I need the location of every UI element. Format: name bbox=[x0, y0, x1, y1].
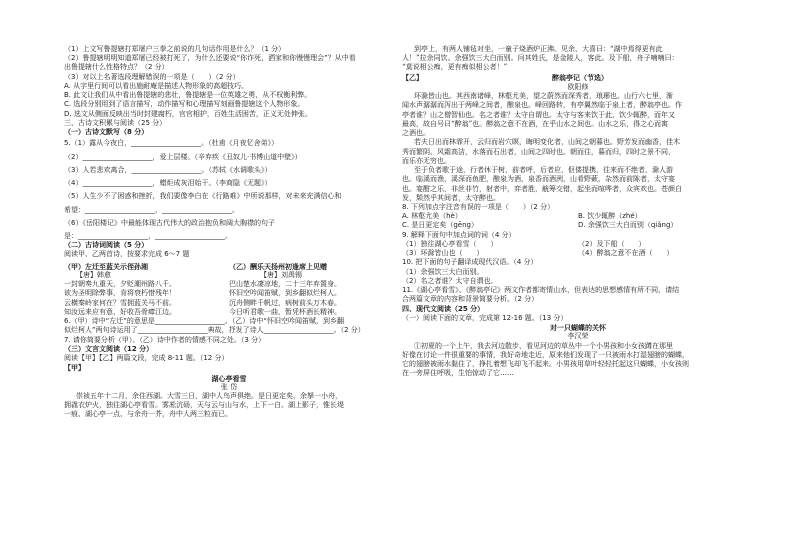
sub-question: （1）独往湖心亭看雪（ ） bbox=[402, 239, 498, 248]
passage-line: 而乐亦无穷也。 bbox=[402, 156, 451, 165]
passage-line: 闻水声潺潺而泻出于两峰之间者，酿泉也。峰回路转，有亭翼然临于泉上者，醉翁亭也。作 bbox=[402, 101, 682, 110]
option-d: D. 余强饮三大白而别（qiǎng） bbox=[578, 221, 678, 230]
sub-question: （1）余强饮三大白而别。 bbox=[402, 267, 484, 276]
essay-line: ①初夏的一个上午，我去河边散步，看见河边的草丛中一个小男孩和小女孩蹲在那里 bbox=[414, 341, 673, 350]
poem-a-title: （甲）左迁至蓝关示侄孙湘 bbox=[64, 261, 148, 271]
dictation-line: （3）人若悲欢离合，____________________。（苏轼《水调歌头》） bbox=[64, 165, 272, 174]
poem-b-line: 怀旧空吟闻笛赋，到乡翻似烂柯人。 bbox=[229, 289, 341, 298]
question-line: 6.（甲）诗中“左迁”的意思是____________________。（乙）诗中“怀旧空吟闻笛赋，到乡翻 bbox=[64, 317, 345, 326]
poem-b-line: 巴山楚水凄凉地，二十三年弃置身。 bbox=[229, 280, 341, 289]
subsection-heading: （一）古诗文默写（8 分） bbox=[64, 128, 149, 137]
subsection-heading: （二）古诗词阅读（5 分） bbox=[64, 241, 149, 250]
poem-b-line: 沉舟侧畔千帆过，病树前头万木春。 bbox=[229, 298, 341, 307]
poem-a-line: 一封朝奏九重天，夕贬潮州路八千。 bbox=[64, 280, 176, 289]
essay-line: 它的翅膀被雨水黏住了，挣扎着想飞却飞不起来。小男孩用草叶轻轻托起这只蝴蝶，小女孩则 bbox=[402, 359, 689, 368]
question-line: 9. 解释下面句中加点词的词（4 分） bbox=[402, 230, 516, 239]
question-line: 11.《湖心亭看雪》、《醉翁亭记》两文作者都寄情山水，但表达的思想感情有所不同，请结 bbox=[402, 286, 680, 295]
option-b: B. 此文让我们从中看出鲁提辖的悲壮，鲁提辖是一位英雄之勇，从不权衡利弊。 bbox=[64, 91, 312, 100]
sub-question: （2）及下船（ ） bbox=[578, 239, 646, 248]
section-intro: 阅读甲、乙两首诗，按要求完成 6～7 题 bbox=[64, 250, 190, 259]
passage-line: “莫说相公痴，更有痴似相公者！” bbox=[402, 63, 508, 72]
option-c: C. 选段分别用到了语言描写，动作描写和心理描写刻画鲁提辖这个人物形象。 bbox=[64, 100, 305, 109]
passage-line: 一痕、湖心亭一点、与余舟一芥，舟中人两三粒而已。 bbox=[64, 410, 232, 419]
subsection-heading: （三）文言文阅读（12 分） bbox=[64, 344, 154, 353]
question-line: （1）上文写鲁提辖打郑屠户三拳之前说的几句话作用是什么？（1 分） bbox=[64, 45, 286, 53]
question-line: 合两篇文章的内容和背景简要分析。（2 分） bbox=[402, 295, 539, 304]
passage-line: 也。临溪而渔，溪深而鱼肥，酿泉为酒，泉香而酒洌，山肴野蔌，杂然而前陈者，太守宴 bbox=[402, 175, 675, 184]
dictation-line: 5.（1）露从今夜白，____________________。（杜甫《月夜忆舍弟》） bbox=[64, 139, 279, 148]
question-line: 10. 把下面的句子翻译成现代汉语。（4 分） bbox=[402, 258, 538, 267]
sub-question: （3）环滁皆山也（ ） bbox=[402, 249, 484, 258]
passage-line: 最高，故自号曰“醉翁”也。醉翁之意不在酒，在乎山水之间也。山水之乐，得之心而寓 bbox=[402, 119, 669, 128]
essay-line: 好像在讨论一件很重要的事情，我好奇地走近，原来他们发现了一只被雨水打湿翅膀的蝴蝶， bbox=[402, 350, 689, 359]
passage-line: 也。宴酣之乐，非丝非竹，射者中，弈者胜，觥筹交错，起坐而喧哗者，众宾欢也。苍颜白 bbox=[402, 184, 682, 193]
poem-b-author: 【唐】刘禹锡 bbox=[260, 270, 302, 279]
right-column bbox=[402, 45, 754, 378]
poem-a-author: 【唐】韩愈 bbox=[76, 270, 111, 279]
passage-author: 张 岱 bbox=[220, 382, 238, 391]
passage-line: 至于负者歌于途，行者休于树，前者呼，后者应，伛偻提携，往来而不绝者，滁人游 bbox=[414, 166, 673, 175]
question-line: （3）对以上名著选段理解错误的一项是（ ）（2 分） bbox=[64, 72, 240, 81]
sub-question: （2）名之者谁？太守自谓也。 bbox=[402, 276, 498, 285]
tag-yi: 【乙】 bbox=[402, 72, 423, 82]
dictation-line: （4）____________________，蜡炬成灰泪始干。（李商隐《无题》） bbox=[64, 179, 272, 188]
section-heading: 四、现代文阅读（25 分） bbox=[402, 304, 485, 313]
sub-question: （4）醉翁之意不在酒（ ） bbox=[578, 249, 674, 258]
dictation-line: （6）《岳阳楼记》中最能体现古代伟大的政治抱负和阔大胸襟的句子 bbox=[64, 218, 275, 227]
poem-b-title: （乙）酬乐天扬州初逢席上见赠 bbox=[229, 261, 327, 271]
dictation-line: （2）____________________，爱上层楼。（辛弃疾《丑奴儿·书博山道中壁》） bbox=[64, 152, 302, 161]
passage-line: 秀而繁阴，风霜高洁，水落而石出者，山间之四时也。朝而往，暮而归，四时之景不同， bbox=[402, 147, 675, 156]
question-line: 8. 下列加点字注音有误的一项是（ ）（2 分） bbox=[402, 202, 555, 211]
question-line: 似烂柯人”两句诗运用了____________________典故，抒发了诗人____________________。（2 分） bbox=[64, 326, 365, 335]
poem-a-line: 知汝远来应有意，好收吾骨瘴江边。 bbox=[64, 307, 176, 316]
passage-line: 到亭上，有两人铺毡对坐，一童子烧酒炉正沸。见余，大喜曰：“湖中焉得更有此 bbox=[414, 45, 663, 53]
section-intro: 阅读【甲】【乙】两篇文段，完成 8-11 题。（12 分） bbox=[64, 354, 229, 363]
passage-line: 环滁皆山也。其西南诸峰，林壑尤美，望之蔚然而深秀者，琅琊也。山行六七里，渐 bbox=[414, 92, 673, 101]
section-heading: 三、古诗文积累与阅读（25 分） bbox=[64, 118, 167, 127]
option-c: C. 是日更定矣（gēng） bbox=[402, 221, 478, 230]
passage-line: 亭者谁？山之僧智仙也。名之者谁？太守自谓也。太守与客来饮于此，饮少辄醉，而年又 bbox=[402, 110, 675, 119]
passage-title: 湖心亭看雪 bbox=[211, 373, 247, 383]
option-a: A. 林壑尤美（hè） bbox=[402, 212, 462, 221]
passage-line: 之酒也。 bbox=[402, 129, 430, 138]
question-line: 出鲁提辖什么性格特点？（2 分） bbox=[64, 63, 169, 72]
passage-author: 欧阳修 bbox=[567, 82, 589, 91]
essay-title: 对一只蝴蝶的关怀 bbox=[550, 323, 606, 333]
poem-a-line: 欲为圣明除弊事，肯将衰朽惜残年！ bbox=[64, 289, 176, 298]
option-a: A. 从字里行间可以看出施耐庵是描述人物形象的高超技巧。 bbox=[64, 81, 249, 90]
dictation-line: 是：____________________，____________________。 bbox=[64, 231, 232, 240]
poem-a-line: 云横秦岭家何在？雪拥蓝关马不前。 bbox=[64, 298, 176, 307]
essay-line: 在一旁屏住呼吸，生怕惊动了它…… bbox=[402, 369, 514, 378]
section-intro: （一）阅读下面的文章，完成第 12-16 题。（13 分） bbox=[402, 313, 568, 322]
passage-line: 人！”拉余同饮。余强饮三大白而别。问其姓氏，是金陵人，客此。及下船，舟子喃喃曰： bbox=[402, 54, 679, 63]
left-column bbox=[64, 45, 394, 420]
question-line: （2）鲁提辖明明知道郑屠已经被打死了，为什么还要说“你诈死，洒家和你慢慢理会”？从中看 bbox=[64, 54, 356, 63]
option-b: B. 饮少辄醉（zhé） bbox=[578, 212, 642, 221]
dictation-line: 希望：____________________，____________________。 bbox=[64, 205, 239, 214]
dictation-line: （5）人生少不了困惑和挫折，我们要像李白在《行路难》中所说那样，对未来充满信心和 bbox=[64, 192, 342, 201]
passage-line: 若夫日出而林霏开，云归而岩穴暝，晦明变化者，山间之朝暮也。野芳发而幽香，佳木 bbox=[414, 138, 680, 147]
poem-b-line: 今日听君歌一曲，暂凭杯酒长精神。 bbox=[229, 307, 341, 316]
passage-line: 拥毳衣炉火，独往湖心亭看雪。雾凇沆砀，天与云与山与水，上下一白。湖上影子，惟长堤 bbox=[64, 401, 344, 410]
essay-author: 李汉荣 bbox=[567, 332, 589, 341]
question-line: 7. 请你简要分析（甲）、（乙）诗中作者的情感不同之处。（3 分） bbox=[64, 335, 266, 344]
option-d: D. 选文从侧面反映出当时封建腐朽，官官相护，百姓生活困苦，正义无处伸张。 bbox=[64, 109, 312, 118]
passage-title: 醉翁亭记（节选） bbox=[552, 72, 608, 82]
passage-line: 发，颓然乎其间者，太守醉也。 bbox=[402, 193, 500, 202]
tag-jia: 【甲】 bbox=[64, 363, 85, 373]
passage-line: 崇祯五年十二月，余住西湖。大雪三日，湖中人鸟声俱绝。是日更定矣，余拏一小舟， bbox=[76, 391, 342, 400]
